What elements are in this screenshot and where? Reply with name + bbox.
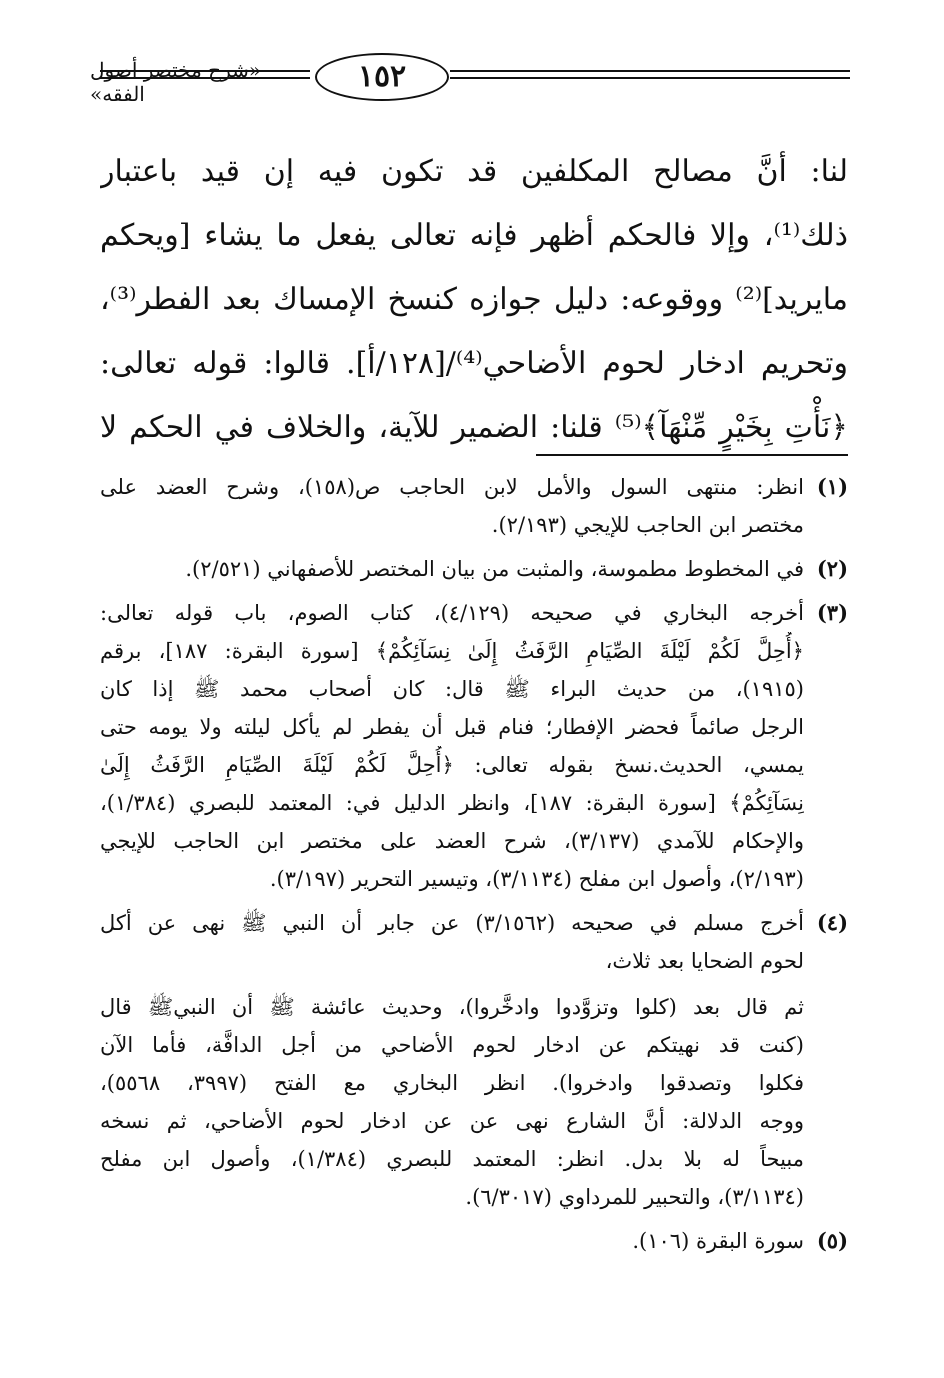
footnote bbox=[100, 594, 848, 898]
footnote-line: (كنت قد نهيتكم عن ادخار لحوم الأضاحي من أجل الدافَّة، فأما الآن bbox=[100, 1033, 804, 1057]
footnotes bbox=[100, 468, 848, 1266]
footnote-number: (٤) bbox=[816, 910, 848, 935]
footnote-number: (٥) bbox=[816, 1228, 848, 1253]
footnote-line: انظر: منتهى السول والأمل لابن الحاجب ص(١٥٨)، وشرح العضد على bbox=[100, 475, 804, 499]
footnote-line: سورة البقرة (١٠٦). bbox=[632, 1229, 804, 1253]
page-header bbox=[90, 50, 850, 120]
footnote-line: أخرج مسلم في صحيحه (٣/١٥٦٢) عن جابر أن النبي ﷺ نهى عن أكل bbox=[100, 911, 804, 935]
footnote-line: مختصر ابن الحاجب للإيجي (٢/١٩٣). bbox=[491, 513, 804, 537]
page-number: ١٥٢ bbox=[315, 53, 449, 101]
running-title: «شرح مختصر أصول الفقه» bbox=[90, 58, 262, 106]
footnote-line: (٢/١٩٣)، وأصول ابن مفلح (٣/١١٣٤)، وتيسير التحرير (٣/١٩٧). bbox=[269, 867, 804, 891]
footnote-line: أخرجه البخاري في صحيحه (٤/١٢٩)، كتاب الصوم، باب قوله تعالى: bbox=[100, 601, 804, 625]
header-rule bbox=[450, 70, 850, 72]
footnote-line: في المخطوط مطموسة، والمثبت من بيان المختصر للأصفهاني (٢/٥٢١). bbox=[185, 557, 804, 581]
footnote bbox=[100, 550, 848, 588]
body-line: ذلك⁽¹⁾، وإلا فالحكم أظهر فإنه تعالى يفعل ما يشاء [ويحكم bbox=[100, 218, 848, 253]
footnote bbox=[100, 1222, 848, 1260]
main-text bbox=[100, 140, 848, 460]
footnote-line: (٣/١١٣٤)، والتحبير للمرداوي (٦/٣٠١٧). bbox=[465, 1185, 804, 1209]
footnote-line: نِسَآئِكُمْ﴾ [سورة البقرة: ١٨٧]، وانظر الدليل في: المعتمد للبصري (١/٣٨٤)، bbox=[100, 791, 804, 815]
footnote-line: الرجل صائماً فحضر الإفطار؛ فنام قبل أن يفطر لم يأكل ليلته ولا يومه حتى bbox=[100, 715, 804, 739]
footnote bbox=[100, 468, 848, 544]
footnote-number: (١) bbox=[816, 474, 848, 499]
body-line: ﴿نَأْتِ بِخَيْرٍ مِّنْهَآ﴾⁽⁵⁾ قلنا: الضمير للآية، والخلاف في الحكم لا bbox=[100, 410, 848, 445]
footnote-line: يمسي، الحديث.نسخ بقوله تعالى: ﴿أُحِلَّ لَكُمْ لَيْلَةَ الصِّيَامِ الرَّفَثُ إِلَىٰ bbox=[100, 753, 804, 777]
footnote-number: (٢) bbox=[816, 556, 848, 581]
body-line: لنا: أنَّ مصالح المكلفين قد تكون فيه إن قيد باعتبار bbox=[100, 154, 848, 189]
header-rule bbox=[450, 77, 850, 79]
footnote-line: فكلوا وتصدقوا وادخروا). انظر البخاري مع الفتح (٣٩٩٧، ٥٥٦٨)، bbox=[100, 1071, 804, 1095]
footnote-line: والإحكام للآمدي (٣/١٣٧)، شرح العضد على مختصر ابن الحاجب للإيجي bbox=[100, 829, 804, 853]
footnote-line: لحوم الضحايا بعد ثلاث، bbox=[605, 949, 804, 973]
footnote-line: ﴿أُحِلَّ لَكُمْ لَيْلَةَ الصِّيَامِ الرَّفَثُ إِلَىٰ نِسَآئِكُمْ﴾ [سورة البقرة: ١٨٧]، برقم bbox=[100, 639, 804, 663]
footnote bbox=[100, 904, 848, 980]
footnote-separator bbox=[536, 454, 848, 456]
footnote bbox=[100, 988, 848, 1216]
footnote-line: مبيحاً له بلا بدل. انظر: المعتمد للبصري (١/٣٨٤)، وأصول ابن مفلح bbox=[100, 1147, 804, 1171]
body-line: مايريد]⁽²⁾ ووقوعه: دليل جوازه كنسخ الإمساك بعد الفطر⁽³⁾، bbox=[100, 282, 848, 317]
footnote-number: (٣) bbox=[816, 600, 848, 625]
footnote-line: ووجه الدلالة: أنَّ الشارع نهى عن عن ادخار لحوم الأضاحي، ثم نسخه bbox=[100, 1109, 804, 1133]
footnote-line: ثم قال بعد (كلوا وتزوَّدوا وادخَّروا)، وحديث عائشة ﷺ أن النبيﷺ قال bbox=[100, 995, 804, 1019]
body-line: وتحريم ادخار لحوم الأضاحي⁽⁴⁾/[١٢٨/أ]. قالوا: قوله تعالى: bbox=[100, 346, 848, 381]
footnote-line: (١٩١٥)، من حديث البراء ﷺ قال: كان أصحاب محمد ﷺ إذا كان bbox=[100, 677, 804, 701]
